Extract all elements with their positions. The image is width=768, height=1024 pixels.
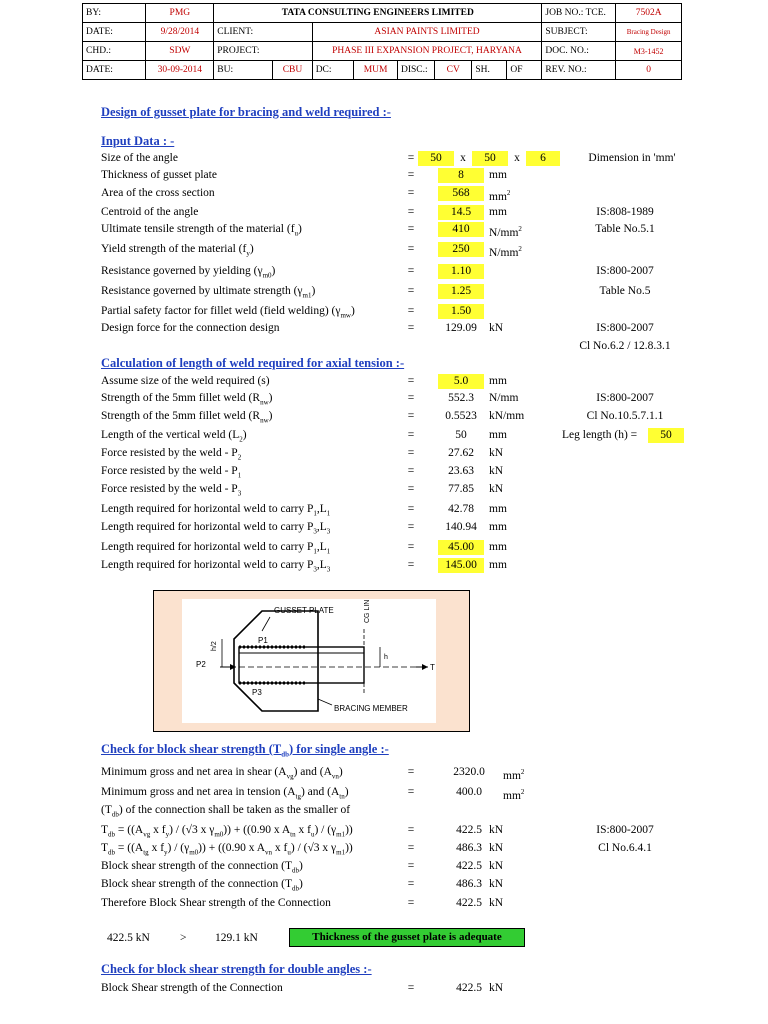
- fu-ref: Table No.5.1: [595, 223, 655, 235]
- client-label: CLIENT:: [214, 23, 312, 42]
- bu-value: CBU: [273, 61, 312, 80]
- b1-label: Block shear strength of the connection (T: [101, 860, 292, 872]
- area-value: 568: [438, 186, 484, 201]
- leg-value: 50: [648, 428, 684, 443]
- adequate-badge: Thickness of the gusset plate is adequate: [289, 928, 525, 947]
- l1p-value: 45.00: [438, 540, 484, 555]
- cmp-a: 422.5 kN: [107, 932, 150, 944]
- atg-label: Minimum gross and net area in tension (A: [101, 786, 296, 798]
- lv-value: 50: [455, 429, 467, 441]
- l3p-unit: mm: [489, 559, 507, 571]
- job-label: JOB NO.: TCE.: [542, 4, 616, 23]
- subject-label: SUBJECT:: [542, 23, 616, 42]
- smaller-text-end: ) of the connection shall be taken as the smaller of: [118, 804, 351, 816]
- by-value: PMG: [146, 4, 214, 23]
- thk-label: Thickness of gusset plate: [101, 169, 217, 181]
- f1-unit: kN: [489, 824, 504, 836]
- fig-t-label: T: [430, 663, 435, 672]
- centroid-unit: mm: [489, 206, 507, 218]
- avg-label: Minimum gross and net area in shear (A: [101, 766, 287, 778]
- double-value: 422.5: [456, 982, 482, 994]
- force-label: Design force for the connection design: [101, 322, 280, 334]
- fig-bracing-label: BRACING MEMBER: [334, 704, 408, 713]
- angle-note: Dimension in 'mm': [588, 152, 676, 164]
- str1-label: Strength of the 5mm fillet weld (R: [101, 392, 261, 404]
- p2-value: 27.62: [448, 447, 474, 459]
- f2-ref: Cl No.6.4.1: [598, 842, 652, 854]
- gm0-value: 1.10: [438, 264, 484, 279]
- angle-x2: x: [514, 152, 520, 164]
- str2-ref: Cl No.10.5.7.1.1: [586, 410, 664, 422]
- double-section-title: Check for block shear strength for double angles :-: [101, 962, 372, 976]
- chd-value: SDW: [146, 42, 214, 61]
- area-unit: mm: [489, 190, 507, 203]
- p1-label: Force resisted by the weld - P: [101, 465, 238, 477]
- p3-value: 77.85: [448, 483, 474, 495]
- f1-label: T: [101, 824, 109, 836]
- leg-label: Leg length (h) =: [562, 429, 638, 441]
- weld-size-unit: mm: [489, 375, 507, 387]
- f2-unit: kN: [489, 842, 504, 854]
- f2-value: 486.3: [456, 842, 482, 854]
- bu-label: BU:: [214, 61, 273, 80]
- thk-value: 8: [438, 168, 484, 183]
- fig-gusset-label: GUSSET PLATE: [274, 606, 334, 615]
- p3-label: Force resisted by the weld - P: [101, 483, 238, 495]
- l3p-label: Length required for horizontal weld to carry P: [101, 559, 314, 571]
- b2-value: 486.3: [456, 878, 482, 890]
- str1-ref: IS:800-2007: [596, 392, 654, 404]
- l3-label: Length required for horizontal weld to carry P: [101, 521, 314, 533]
- final-value: 422.5: [456, 897, 482, 909]
- l1p-unit: mm: [489, 541, 507, 553]
- str1-unit: N/mm: [489, 392, 519, 404]
- block-title: Check for block shear strength (T: [101, 742, 282, 756]
- avg-value: 2320.0: [453, 766, 485, 778]
- gmw-value: 1.50: [438, 304, 484, 319]
- fig-p3-label: P3: [252, 688, 262, 697]
- atg-unit: mm: [503, 789, 521, 802]
- double-label: Block Shear strength of the Connection: [101, 982, 283, 994]
- by-label: BY:: [83, 4, 146, 23]
- gm1-label: Resistance governed by ultimate strength (γ: [101, 285, 303, 297]
- weld-size-label: Assume size of the weld required (s): [101, 375, 270, 387]
- b2-label: Block shear strength of the connection (T: [101, 878, 292, 890]
- weld-size-value: 5.0: [438, 374, 484, 389]
- gm1-ref: Table No.5: [599, 285, 651, 297]
- fy-value: 250: [438, 242, 484, 257]
- l3-unit: mm: [489, 521, 507, 533]
- force-unit: kN: [489, 322, 504, 334]
- p1-unit: kN: [489, 465, 504, 477]
- str2-unit: kN/mm: [489, 410, 525, 422]
- fig-h-label: h: [384, 654, 388, 661]
- l3-value: 140.94: [445, 521, 477, 533]
- b1-unit: kN: [489, 860, 504, 872]
- fu-label: Ultimate tensile strength of the material (f: [101, 223, 295, 235]
- rev-value: 0: [616, 61, 682, 80]
- job-value: 7502A: [616, 4, 682, 23]
- main-title: Design of gusset plate for bracing and weld required :-: [101, 105, 391, 119]
- fig-p1-label: P1: [258, 636, 268, 645]
- f2-label: T: [101, 842, 109, 854]
- p2-label: Force resisted by the weld - P: [101, 447, 238, 459]
- final-label: Therefore Block Shear strength of the Connection: [101, 897, 331, 909]
- p3-unit: kN: [489, 483, 504, 495]
- title-block: [82, 3, 682, 80]
- l1p-label: Length required for horizontal weld to carry P: [101, 541, 314, 553]
- centroid-ref: IS:808-1989: [596, 206, 654, 218]
- client-value: ASIAN PAINTS LIMITED: [312, 23, 542, 42]
- centroid-value: 14.5: [438, 205, 484, 220]
- l1-value: 42.78: [448, 503, 474, 515]
- gm0-label: Resistance governed by yielding (γ: [101, 265, 263, 277]
- p1-value: 23.63: [448, 465, 474, 477]
- gm0-ref: IS:800-2007: [596, 265, 654, 277]
- angle-t: 6: [526, 151, 560, 166]
- l3p-value: 145.00: [438, 558, 484, 573]
- gmw-label: Partial safety factor for fillet weld (field welding) (γ: [101, 305, 341, 317]
- final-unit: kN: [489, 897, 504, 909]
- double-unit: kN: [489, 982, 504, 994]
- p2-unit: kN: [489, 447, 504, 459]
- lv-label: Length of the vertical weld (L: [101, 429, 240, 441]
- f1-value: 422.5: [456, 824, 482, 836]
- chd-label: CHD.:: [83, 42, 146, 61]
- angle-x1: x: [460, 152, 466, 164]
- angle-b: 50: [472, 151, 508, 166]
- cmp-b: 129.1 kN: [215, 932, 258, 944]
- avg-unit: mm: [503, 769, 521, 782]
- lv-unit: mm: [489, 429, 507, 441]
- atg-value: 400.0: [456, 786, 482, 798]
- company-name: TATA CONSULTING ENGINEERS LIMITED: [214, 4, 542, 23]
- str1-value: 552.3: [448, 392, 474, 404]
- fig-cg-label: CG LINE: [364, 599, 371, 623]
- b1-value: 422.5: [456, 860, 482, 872]
- project-value: PHASE III EXPANSION PROJECT, HARYANA: [312, 42, 542, 61]
- angle-label: Size of the angle: [101, 152, 178, 164]
- gm1-value: 1.25: [438, 284, 484, 299]
- doc-label: DOC. NO.:: [542, 42, 616, 61]
- disc-label: DISC.:: [398, 61, 435, 80]
- f1-ref: IS:800-2007: [596, 824, 654, 836]
- date2-value: 30-09-2014: [146, 61, 214, 80]
- dc-value: MUM: [354, 61, 398, 80]
- weld-section-title: Calculation of length of weld required for axial tension :-: [101, 356, 405, 370]
- str2-value: 0.5523: [445, 410, 477, 422]
- l1-unit: mm: [489, 503, 507, 515]
- thk-unit: mm: [489, 169, 507, 181]
- force-ref2: Cl No.6.2 / 12.8.3.1: [579, 340, 671, 352]
- fu-unit: N/mm: [489, 226, 519, 239]
- disc-value: CV: [435, 61, 472, 80]
- block-title-end: ) for single angle :-: [289, 742, 389, 756]
- fig-h2-label: h/2: [211, 641, 218, 651]
- b2-unit: kN: [489, 878, 504, 890]
- rev-label: REV. NO.:: [542, 61, 616, 80]
- project-label: PROJECT:: [214, 42, 312, 61]
- date-label: DATE:: [83, 23, 146, 42]
- l1-label: Length required for horizontal weld to carry P: [101, 503, 314, 515]
- date-value: 9/28/2014: [146, 23, 214, 42]
- doc-value: M3-1452: [616, 42, 682, 61]
- sh-label: SH.: [472, 61, 507, 80]
- dc-label: DC:: [312, 61, 354, 80]
- cmp-op: >: [180, 932, 187, 944]
- fy-label: Yield strength of the material (f: [101, 243, 247, 255]
- figure-frame: [153, 590, 470, 732]
- fy-unit: N/mm: [489, 246, 519, 259]
- input-section-title: Input Data : -: [101, 134, 175, 148]
- subject-value: Bracing Design: [616, 23, 682, 42]
- fig-p2-label: P2: [196, 660, 206, 669]
- of-label: OF: [507, 61, 542, 80]
- centroid-label: Centroid of the angle: [101, 206, 199, 218]
- gusset-diagram: [182, 599, 436, 723]
- fu-value: 410: [438, 222, 484, 237]
- area-label: Area of the cross section: [101, 187, 215, 199]
- force-ref1: IS:800-2007: [596, 322, 654, 334]
- angle-a: 50: [418, 151, 454, 166]
- force-value: 129.09: [445, 322, 477, 334]
- str2-label: Strength of the 5mm fillet weld (R: [101, 410, 261, 422]
- smaller-text: (T: [101, 804, 112, 816]
- date2-label: DATE:: [83, 61, 146, 80]
